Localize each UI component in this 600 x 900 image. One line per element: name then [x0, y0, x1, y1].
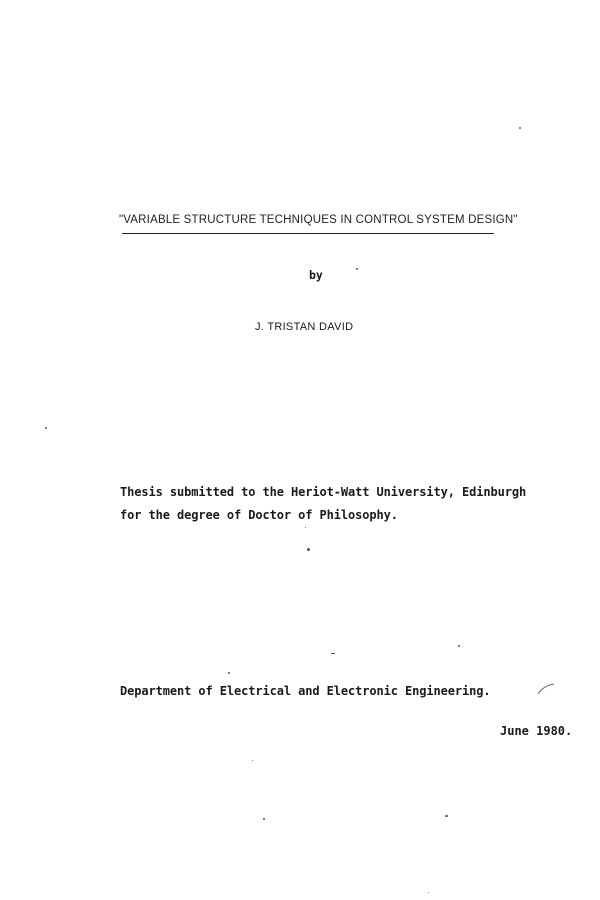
submission-date: June 1980. [500, 724, 573, 738]
scan-speck [228, 672, 230, 674]
scan-speck [445, 815, 448, 817]
scan-speck [519, 127, 521, 129]
author-name: J. TRISTAN DAVID [255, 321, 354, 333]
thesis-title: "VARIABLE STRUCTURE TECHNIQUES IN CONTROL SYSTEM DESIGN" [119, 214, 518, 226]
submission-statement-line-1: Thesis submitted to the Heriot-Watt University, Edinburgh [120, 485, 527, 499]
department-name: Department of Electrical and Electronic Engineering. [120, 684, 491, 698]
by-label: by [309, 268, 323, 282]
scan-speck [252, 760, 253, 761]
scan-speck [356, 268, 358, 270]
title-underline [122, 233, 494, 234]
scan-speck [428, 892, 429, 893]
scan-speck [458, 645, 460, 647]
submission-statement-line-2: for the degree of Doctor of Philosophy. [120, 508, 398, 522]
scan-speck [305, 527, 306, 528]
pencil-mark [537, 683, 555, 695]
scan-speck [307, 548, 310, 551]
scan-speck [45, 427, 47, 429]
scan-speck [331, 653, 335, 654]
scan-speck [263, 818, 265, 820]
